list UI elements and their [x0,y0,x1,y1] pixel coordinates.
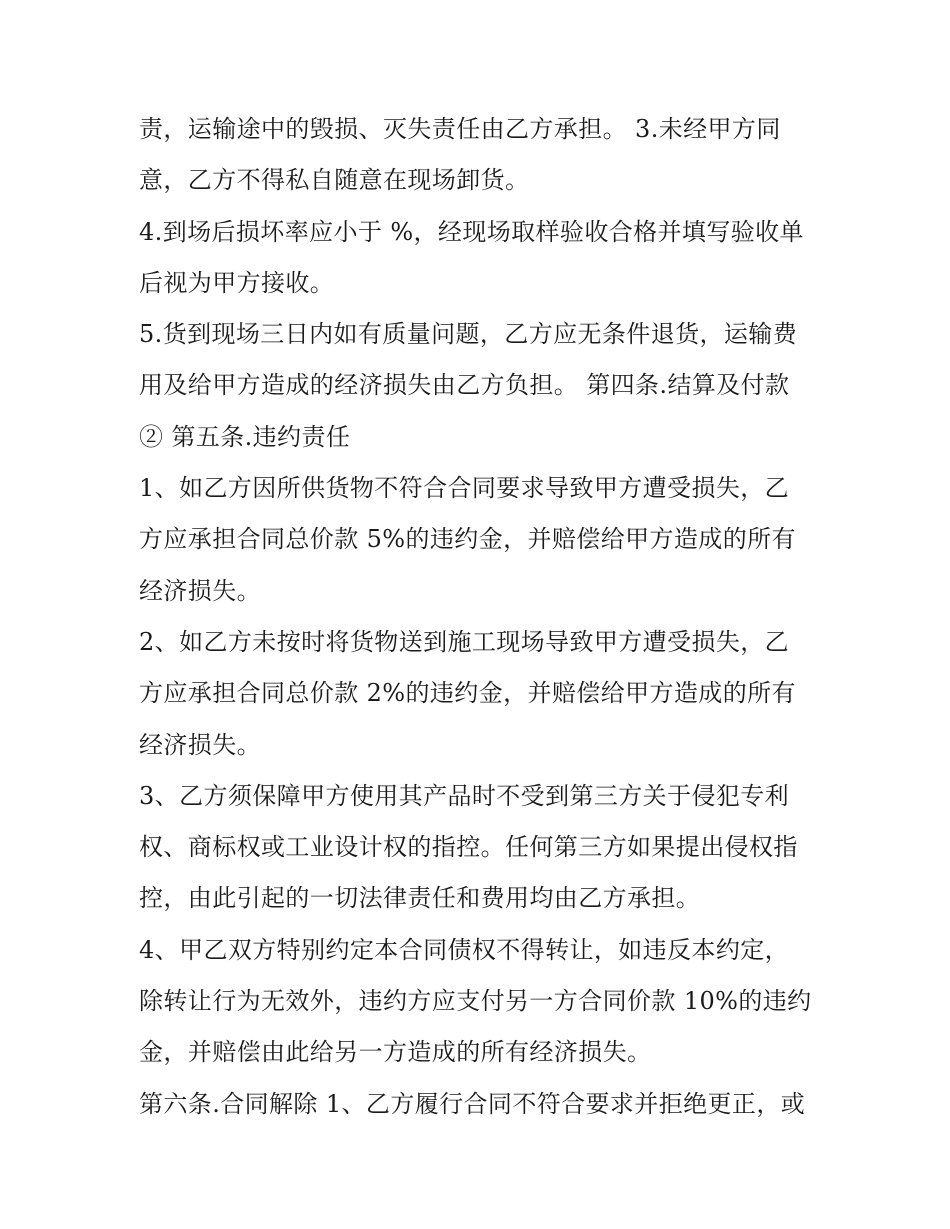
contract-text-body [139,104,819,1130]
text-line-8: 1、如乙方因所供货物不符合合同要求导致甲方遭受损失，乙 [139,474,790,503]
text-line-18: 除转让行为无效外，违约方应支付另一方合同价款 10%的违约 [139,987,812,1016]
text-line-19: 金，并赔偿由此给另一方造成的所有经济损失。 [139,1038,652,1067]
text-line-20: 第六条.合同解除 1、乙方履行合同不符合要求并拒绝更正，或 [139,1089,806,1118]
text-line-7: ② 第五条.违约责任 [139,422,351,451]
text-line-13: 经济损失。 [139,730,261,759]
text-line-16: 控，由此引起的一切法律责任和费用均由乙方承担。 [139,884,701,913]
text-line-9: 方应承担合同总价款 5%的违约金，并赔偿给甲方造成的所有 [139,525,796,554]
text-line-11: 2、如乙方未按时将货物送到施工现场导致甲方遭受损失，乙 [139,627,790,656]
text-line-2: 意，乙方不得私自随意在现场卸货。 [139,166,530,195]
text-line-14: 3、乙方须保障甲方使用其产品时不受到第三方关于侵犯专利 [139,781,790,810]
text-line-12: 方应承担合同总价款 2%的违约金，并赔偿给甲方造成的所有 [139,679,796,708]
text-line-6: 用及给甲方造成的经济损失由乙方负担。 第四条.结算及付款 [139,371,790,400]
text-line-4: 后视为甲方接收。 [139,268,335,297]
text-line-5: 5.货到现场三日内如有质量问题，乙方应无条件退货，运输费 [139,320,798,349]
text-line-10: 经济损失。 [139,576,261,605]
text-line-1: 责，运输途中的毁损、灭失责任由乙方承担。 3.未经甲方同 [139,115,781,143]
text-line-15: 权、商标权或工业设计权的指控。任何第三方如果提出侵权指 [139,833,798,862]
text-line-17: 4、甲乙双方特别约定本合同债权不得转让，如违反本约定， [139,935,790,964]
text-line-3: 4.到场后损坏率应小于 %，经现场取样验收合格并填写验收单 [139,217,804,246]
